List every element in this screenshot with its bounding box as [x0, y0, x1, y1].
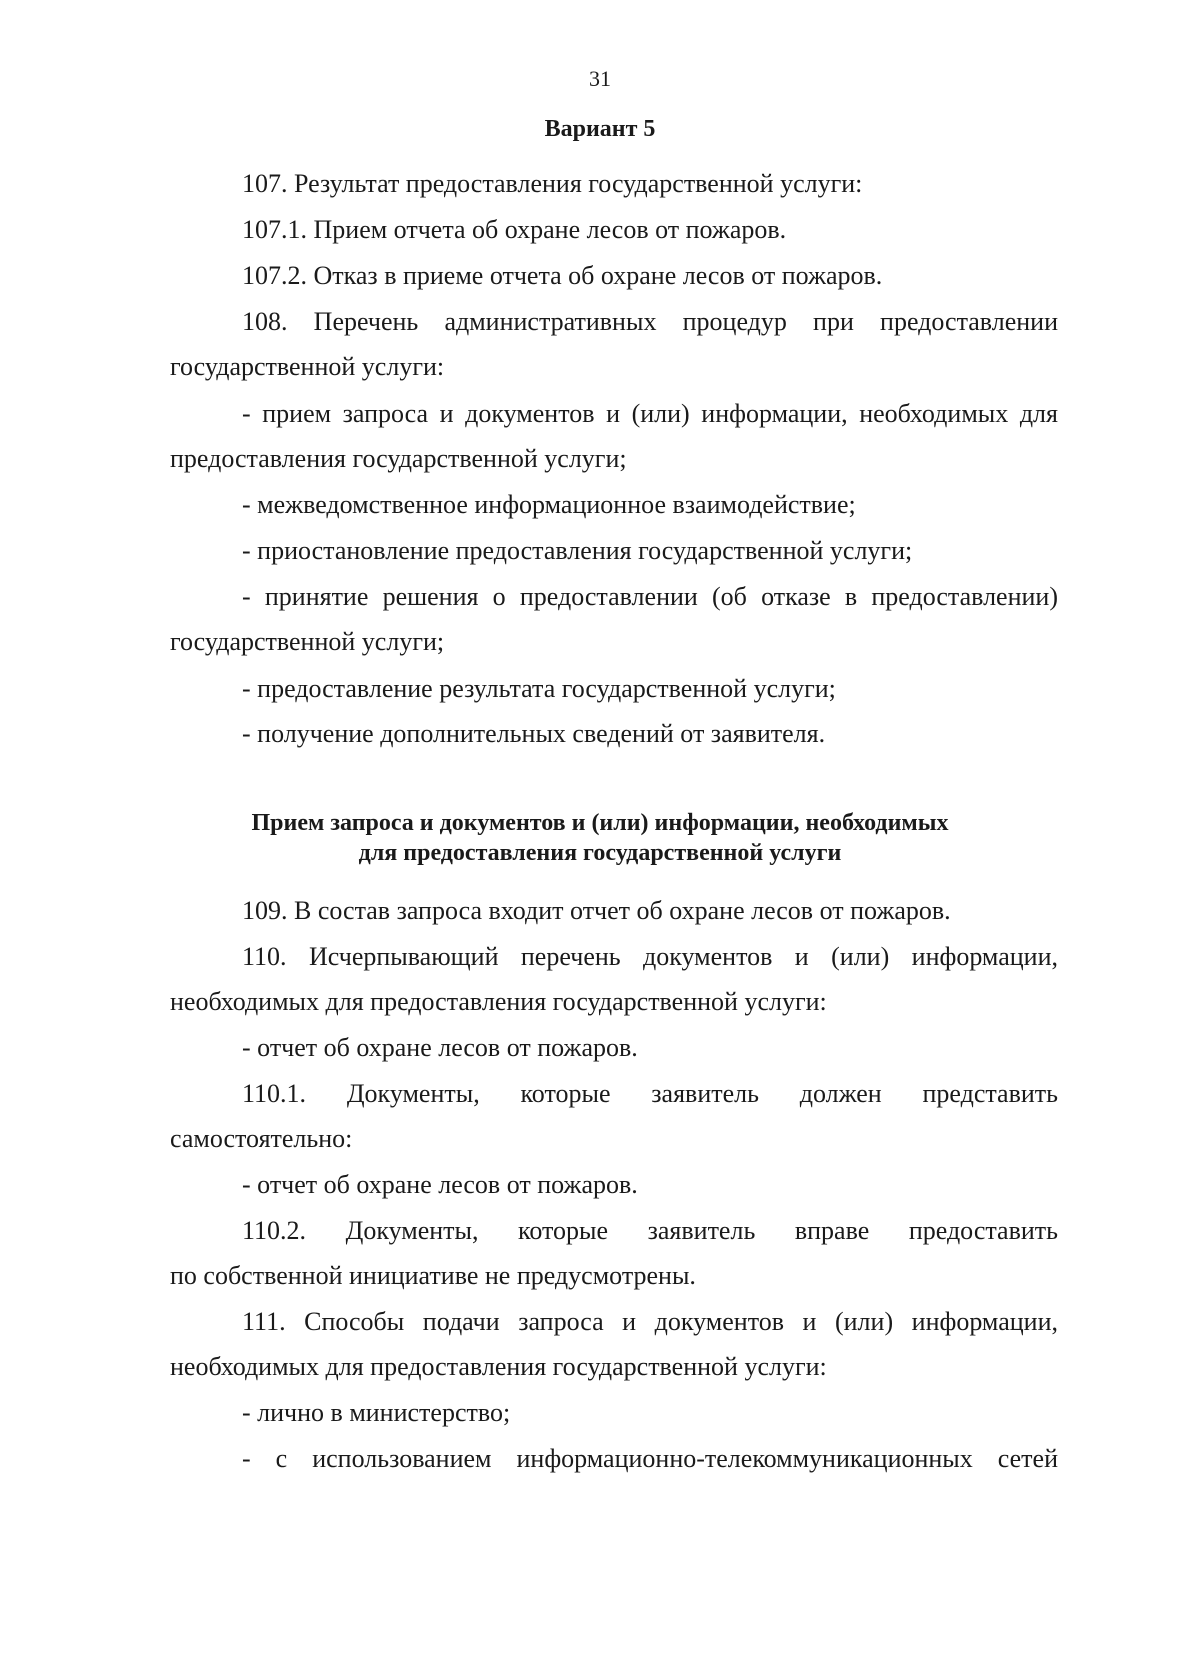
list-item-procedure-5: - предоставление результата государственной услуги; — [242, 674, 836, 703]
list-item-110-1: - отчет об охране лесов от пожаров. — [242, 1170, 638, 1199]
list-item-110: - отчет об охране лесов от пожаров. — [242, 1033, 638, 1062]
paragraph-107-2: 107.2. Отказ в приеме отчета об охране лесов от пожаров. — [242, 261, 883, 290]
paragraph-110-line2: необходимых для предоставления государственной услуги: — [170, 987, 827, 1016]
list-item-procedure-3: - приостановление предоставления государственной услуги; — [242, 536, 913, 565]
list-item-procedure-1-line1: - прием запроса и документов и (или) информации, необходимых для — [242, 399, 1058, 428]
paragraph-108-line1: 108. Перечень административных процедур при предоставлении — [242, 307, 1058, 336]
list-item-procedure-4-line2: государственной услуги; — [170, 627, 445, 656]
paragraph-107-1: 107.1. Прием отчета об охране лесов от пожаров. — [242, 215, 787, 244]
paragraph-108-line2: государственной услуги: — [170, 352, 445, 381]
list-item-111-2: - с использованием информационно-телекоммуникационных сетей — [242, 1444, 1058, 1473]
paragraph-110-line1: 110. Исчерпывающий перечень документов и (или) информации, — [242, 942, 1058, 971]
paragraph-107: 107. Результат предоставления государственной услуги: — [242, 169, 863, 198]
paragraph-110-1-line2: самостоятельно: — [170, 1124, 353, 1153]
section-heading-line2: для предоставления государственной услуги — [358, 840, 842, 866]
section-heading — [0, 808, 1200, 868]
paragraph-111-line2: необходимых для предоставления государственной услуги: — [170, 1352, 827, 1381]
paragraph-110-1-line1: 110.1. Документы, которые заявитель должен представить — [242, 1079, 1058, 1108]
list-item-procedure-2: - межведомственное информационное взаимодействие; — [242, 490, 856, 519]
list-item-procedure-6: - получение дополнительных сведений от заявителя. — [242, 719, 826, 748]
list-item-procedure-4-line1: - принятие решения о предоставлении (об отказе в предоставлении) — [242, 582, 1058, 611]
paragraph-110-2-line1: 110.2. Документы, которые заявитель вправе предоставить — [242, 1216, 1058, 1245]
paragraph-109: 109. В состав запроса входит отчет об охране лесов от пожаров. — [242, 896, 951, 925]
section-heading-line1: Прием запроса и документов и (или) информации, необходимых — [251, 810, 949, 836]
list-item-111-1: - лично в министерство; — [242, 1398, 511, 1427]
list-item-procedure-1-line2: предоставления государственной услуги; — [170, 444, 627, 473]
paragraph-110-2-line2: по собственной инициативе не предусмотрены. — [170, 1261, 696, 1290]
page-number: 31 — [589, 66, 611, 91]
paragraph-111-line1: 111. Способы подачи запроса и документов и (или) информации, — [242, 1307, 1058, 1336]
variant-title: Вариант 5 — [544, 116, 656, 142]
